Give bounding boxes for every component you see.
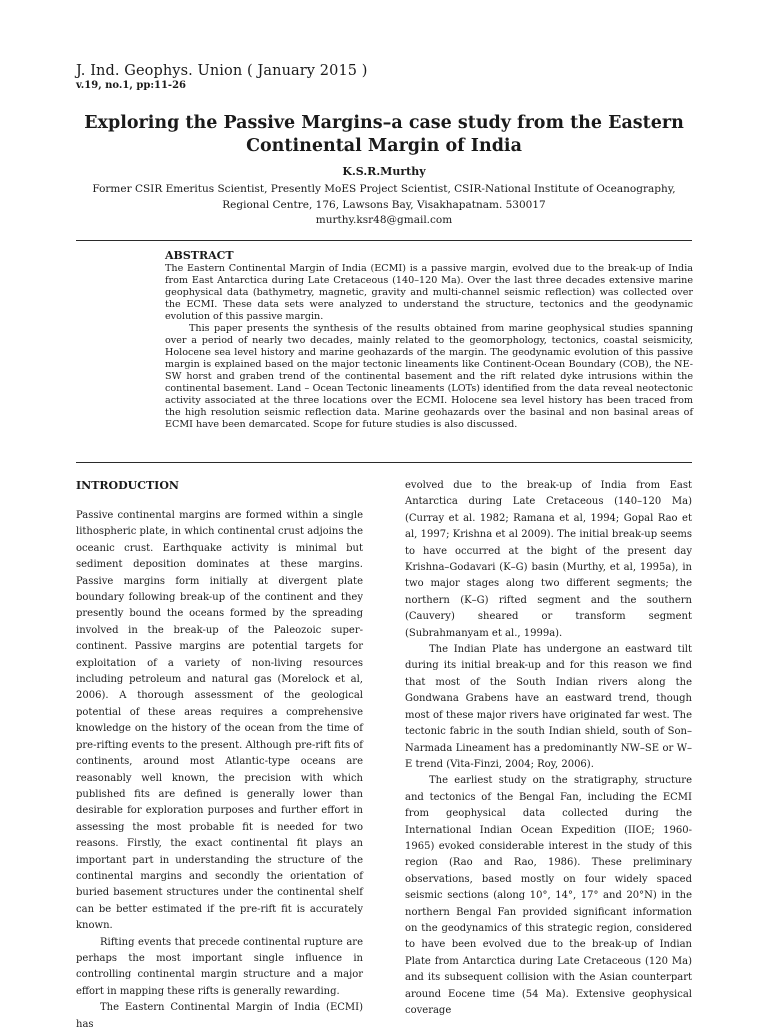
author-affiliation <box>60 182 708 229</box>
journal-citation: J. Ind. Geophys. Union ( January 2015 ) <box>76 63 368 79</box>
body-paragraph: The earliest study on the stratigraphy, structure and tectonics of the Bengal Fan, including the ECMI from geophysical data collected during the International Indian Ocean Expedition (IIOE; 1960-1965) evoked considerable interest in the study of this region (Rao and Rao, 1986). These preliminary observations, based mostly on four widely spaced seismic sections (along 10°, 14°, 17° and 20°N) in the northern Bengal Fan provided significant information on the geodynamics of this strategic region, considered to have been evolved due to the break-up of Indian Plate from Antarctica during Late Cretaceous (120 Ma) and its subsequent collision with the Asian counterpart around Eocene time (54 Ma). Extensive geophysical coverage <box>405 775 692 1016</box>
section-heading: INTRODUCTION <box>76 479 179 492</box>
affiliation-line: Regional Centre, 176, Lawsons Bay, Visakhapatnam. 530017 <box>222 198 546 211</box>
body-column-right <box>405 478 692 1019</box>
body-paragraph: The Eastern Continental Margin of India (ECMI) has <box>76 1002 363 1030</box>
abstract-paragraph: The Eastern Continental Margin of India (ECMI) is a passive margin, evolved due to the break-up of India from East Antarctica during Late Cretaceous (140–120 Ma). Over the last three decades extensive marine geophysical data (bathymetry, magnetic, gravity and multi-channel seismic reflection) was collected over the ECMI. These data sets were analyzed to understand the structure, tectonics and the geodynamic evolution of this passive margin. <box>165 263 693 322</box>
abstract-paragraph: This paper presents the synthesis of the results obtained from marine geophysical studies spanning over a period of nearly two decades, mainly related to the geomorphology, tectonics, coastal seismicity, Holocene sea level history and marine geohazards of the margin. The geodynamic evolution of this passive margin is explained based on the major tectonic lineaments like Continent-Ocean Boundary (COB), the NE-SW horst and graben trend of the continental basement and the rift related dyke intrusions within the continental basement. Land – Ocean Tectonic lineaments (LOTs) identified from the data reveal neotectonic activity associated at the three locations over the ECMI. Holocene sea level history has been traced from the high resolution seismic reflection data. Marine geohazards over the basinal and non basinal areas of ECMI have been demarcated. Scope for future studies is also discussed. <box>165 323 693 430</box>
body-column-left <box>76 478 363 1033</box>
body-paragraph: Passive continental margins are formed within a single lithospheric plate, in which continental crust adjoins the oceanic crust. Earthquake activity is minimal but sediment deposition dominates at these margins. Passive margins form initially at divergent plate boundary following break-up of the continent and they presently bound the oceans formed by the spreading involved in the break-up of the Paleozoic super-continent. Passive margins are potential targets for exploitation of a variety of non-living resources including petroleum and natural gas (Morelock et al, 2006). A thorough assessment of the geological potential of these areas requires a comprehensive knowledge on the history of the ocean from the time of pre-rifting events to the present. Although pre-rift fits of continents, around most Atlantic-type oceans are reasonably well known, the precision with which published fits are defined is generally lower than desirable for exploration purposes and further effort in assessing the most probable fit is needed for two reasons. Firstly, the exact continental fit plays an important part in understanding the structure of the continental margins and secondly the orientation of buried basement structures under the continental shelf can be better estimated if the pre-rift fit is accurately known. <box>76 510 364 932</box>
affiliation-line: Former CSIR Emeritus Scientist, Presently MoES Project Scientist, CSIR-National Institute of Oceanography, <box>92 183 676 195</box>
paper-title: Exploring the Passive Margins–a case study from the Eastern Continental Margin of India <box>84 113 684 156</box>
body-paragraph: The Indian Plate has undergone an eastward tilt during its initial break-up and for this reason we find that most of the South Indian rivers along the Gondwana Grabens have an eastward trend, though most of these major rivers have originated far west. The tectonic fabric in the south Indian shield, south of Son–Narmada Lineament has a predominantly NW–SE or W–E trend (Vita-Finzi, 2004; Roy, 2006). <box>405 644 692 770</box>
body-paragraph: Rifting events that precede continental rupture are perhaps the most important single influence in controlling continental margin structure and a major effort in mapping these rifts is generally rewarding. <box>76 936 363 997</box>
abstract-section <box>165 249 693 431</box>
volume-info: v.19, no.1, pp:11-26 <box>76 80 186 91</box>
author-email: murthy.ksr48@gmail.com <box>315 214 453 226</box>
divider-top <box>76 240 692 241</box>
author-name: K.S.R.Murthy <box>342 165 426 178</box>
body-paragraph: evolved due to the break-up of India from East Antarctica during Late Cretaceous (140–120 Ma) (Curray et al. 1982; Ramana et al, 1994; Gopal Rao et al, 1997; Krishna et al 2009). The initial break-up seems to have occurred at the bight of the present day Krishna–Godavari (K–G) basin (Murthy, et al, 1995a), in two major stages along two different segments; the northern (K–G) rifted segment and the southern (Cauvery) sheared or transform segment (Subrahmanyam et al., 1999a). <box>405 480 692 639</box>
abstract-heading: ABSTRACT <box>165 249 234 262</box>
divider-bottom <box>76 462 692 463</box>
